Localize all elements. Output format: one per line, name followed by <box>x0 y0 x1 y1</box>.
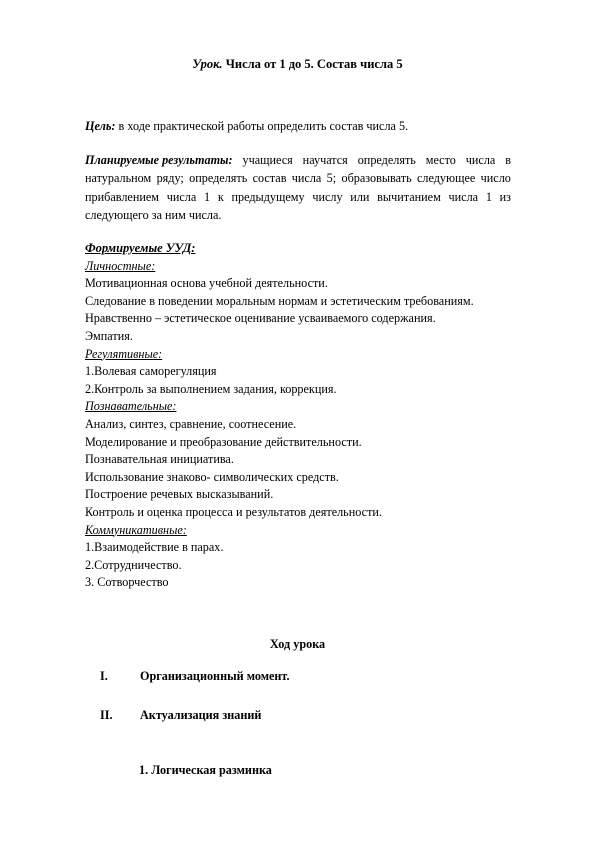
cognitive-item: Использование знаково- символических средств. <box>85 469 339 484</box>
results-line-1-word: определять <box>357 153 416 167</box>
results-line-3 <box>85 188 511 206</box>
goal-paragraph <box>85 117 511 135</box>
cognitive-label: Познавательные: <box>85 399 177 414</box>
personal-label: Личностные: <box>85 258 156 273</box>
results-line-2-word: 5; <box>326 171 337 186</box>
results-line-3-word: числа <box>448 189 479 204</box>
results-line-1 <box>85 151 511 169</box>
results-line-2-word: определять <box>189 171 248 186</box>
results-line-2-word: состав <box>252 171 287 186</box>
substage-1-number: 1. <box>139 763 149 777</box>
stage-2 <box>100 708 261 723</box>
results-label: Планируемые результаты: <box>85 153 233 167</box>
cognitive-items <box>85 416 525 522</box>
regulative-item: 1.Волевая саморегуляция <box>85 364 217 379</box>
substage-1-title: Логическая разминка <box>151 763 272 777</box>
regulative-items <box>85 363 525 398</box>
results-line-2-word: числа <box>291 171 322 186</box>
results-line-3-word: к <box>217 189 224 204</box>
regulative-label: Регулятивные: <box>85 346 163 361</box>
cognitive-item: Контроль и оценка процесса и результатов деятельности. <box>85 504 382 519</box>
results-line-1-word: учащиеся <box>242 153 293 167</box>
communicative-label: Коммуникативные: <box>85 522 187 537</box>
goal-text: в ходе практической работы определить состав числа 5. <box>115 119 409 133</box>
lesson-title <box>0 57 595 72</box>
regulative-item: 2.Контроль за выполнением задания, коррекция. <box>85 381 337 396</box>
results-line-3-word: 1 <box>204 189 211 204</box>
goal-label: Цель: <box>85 119 116 133</box>
title-prefix: Урок. <box>192 57 223 71</box>
results-line-3-word: или <box>350 189 370 204</box>
personal-item: Следование в поведении моральным нормам и эстетическим требованиям. <box>85 293 474 308</box>
stage-2-number: II. <box>100 708 113 722</box>
uud-list <box>85 240 525 592</box>
cognitive-item: Анализ, синтез, сравнение, соотнесение. <box>85 416 297 431</box>
results-line-2-word: образовывать <box>341 171 412 186</box>
cognitive-item: Построение речевых высказываний. <box>85 487 274 502</box>
communicative-item: 3. Сотворчество <box>85 575 169 590</box>
communicative-item: 2.Сотрудничество. <box>85 557 182 572</box>
results-line-1-word: числа <box>465 153 496 167</box>
personal-item: Нравственно – эстетическое оценивание усваиваемого содержания. <box>85 311 436 326</box>
cognitive-item: Моделирование и преобразование действительности. <box>85 434 362 449</box>
substage-1 <box>139 763 272 778</box>
stage-1 <box>100 669 290 684</box>
results-line-4: следующего за ним числа. <box>85 208 222 223</box>
results-line-3-word: числа <box>166 189 197 204</box>
results-line-2-word: следующее <box>416 171 476 186</box>
results-line-2-word: ряду; <box>156 171 184 186</box>
personal-items <box>85 275 525 345</box>
cognitive-item: Познавательная инициатива. <box>85 452 234 467</box>
communicative-items <box>85 539 525 592</box>
uud-heading: Формируемые УУД: <box>85 241 196 255</box>
results-line-2-word: натуральном <box>85 171 152 186</box>
results-line-2-word: число <box>480 171 511 186</box>
results-line-3-word: предыдущему <box>231 189 305 204</box>
results-line-3-word: вычитанием <box>377 189 441 204</box>
results-line-3-word: 1 <box>485 189 492 204</box>
lesson-progress-heading: Ход урока <box>269 637 326 651</box>
results-paragraph <box>85 151 511 225</box>
personal-item: Мотивационная основа учебной деятельности. <box>85 276 328 291</box>
title-text: Числа от 1 до 5. Состав числа 5 <box>222 57 403 71</box>
stage-2-title: Актуализация знаний <box>140 708 262 722</box>
results-line-3-word: числу <box>312 189 343 204</box>
results-line-1-word: научатся <box>302 153 348 167</box>
results-line-1-word: место <box>425 153 456 167</box>
results-line-3-word: из <box>499 189 511 204</box>
personal-item: Эмпатия. <box>85 328 133 343</box>
results-line-2 <box>85 169 511 187</box>
results-line-1-word: в <box>505 153 511 167</box>
stage-1-title: Организационный момент. <box>140 669 290 683</box>
communicative-item: 1.Взаимодействие в парах. <box>85 540 224 555</box>
stage-1-number: I. <box>100 669 108 683</box>
results-line-3-word: прибавлением <box>85 189 159 204</box>
